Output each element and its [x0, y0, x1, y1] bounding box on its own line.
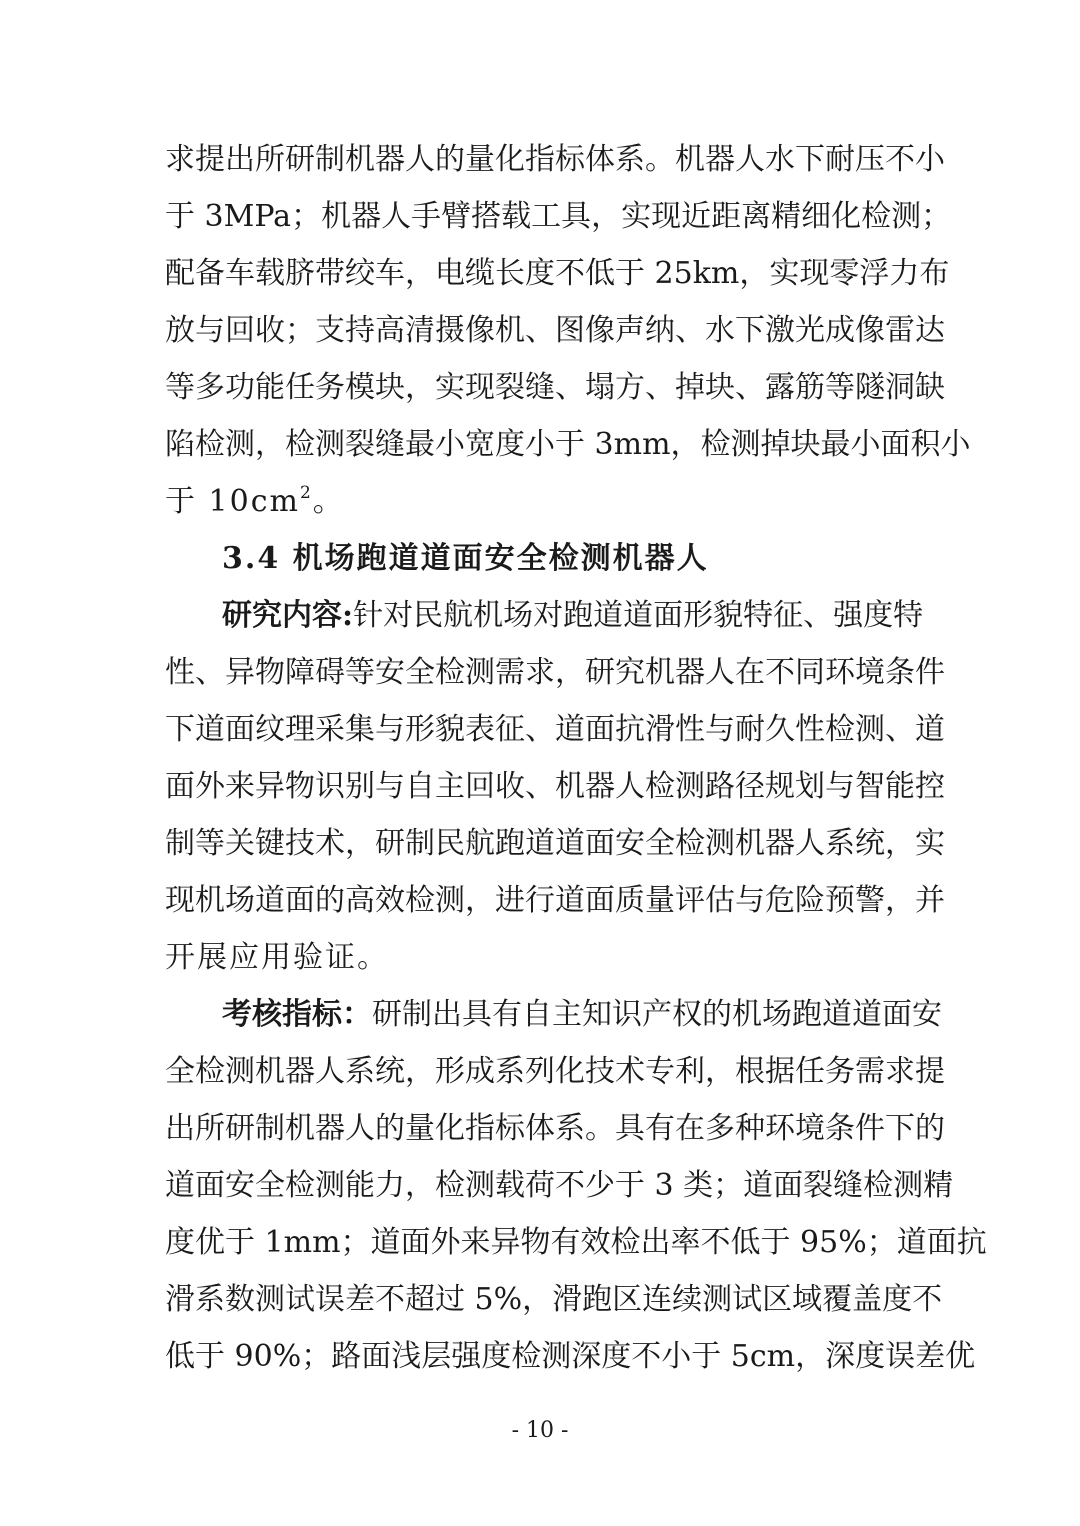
- paragraph-line: 性、异物障碍等安全检测需求，研究机器人在不同环境条件: [165, 655, 945, 690]
- page-number: - 10 -: [511, 1418, 569, 1443]
- paragraph-line: 配备车载脐带绞车，电缆长度不低于 25km，实现零浮力布: [165, 256, 950, 291]
- paragraph-line: 全检测机器人系统，形成系列化技术专利，根据任务需求提: [165, 1054, 945, 1089]
- paragraph-line: 下道面纹理采集与形貌表征、道面抗滑性与耐久性检测、道: [165, 712, 945, 747]
- paragraph-line: 道面安全检测能力，检测载荷不少于 3 类；道面裂缝检测精: [165, 1168, 954, 1203]
- paragraph-line-last: 开展应用验证。: [165, 940, 389, 975]
- paragraph-line: 滑系数测试误差不超过 5%，滑跑区连续测试区域覆盖度不: [165, 1282, 943, 1317]
- paragraph-text: 针对民航机场对跑道道面形貌特征、强度特: [353, 598, 924, 633]
- superscript-exponent: 2: [299, 483, 313, 503]
- paragraph-line: 低于 90%；路面浅层强度检测深度不小于 5cm，深度误差优: [165, 1339, 976, 1374]
- area-text: 于 10cm: [165, 484, 300, 519]
- section-heading: 3.4 机场跑道道面安全检测机器人: [222, 541, 709, 576]
- paragraph-line: 出所研制机器人的量化指标体系。具有在多种环境条件下的: [165, 1111, 945, 1146]
- paragraph-line-last: [165, 482, 917, 522]
- paragraph-line: 度优于 1mm；道面外来异物有效检出率不低于 95%；道面抗: [165, 1225, 987, 1260]
- paragraph-line: 陷检测，检测裂缝最小宽度小于 3mm，检测掉块最小面积小: [165, 427, 971, 462]
- paragraph-line-first: [222, 995, 942, 1035]
- paragraph-line: 求提出所研制机器人的量化指标体系。机器人水下耐压不小: [165, 142, 945, 177]
- paragraph-text: 研制出具有自主知识产权的机场跑道道面安: [372, 997, 942, 1032]
- paragraph-line: 面外来异物识别与自主回收、机器人检测路径规划与智能控: [165, 769, 945, 804]
- paragraph-label: 考核指标：: [222, 997, 372, 1032]
- paragraph-line-first: [222, 596, 924, 636]
- paragraph-label: 研究内容:: [222, 598, 354, 633]
- paragraph-line: 制等关键技术，研制民航跑道道面安全检测机器人系统，实: [165, 826, 945, 861]
- paragraph-line: 于 3MPa；机器人手臂搭载工具，实现近距离精细化检测；: [165, 199, 952, 234]
- paragraph-line: 等多功能任务模块，实现裂缝、塌方、掉块、露筋等隧洞缺: [165, 370, 945, 405]
- period-mark: 。: [312, 484, 345, 519]
- paragraph-line: 现机场道面的高效检测，进行道面质量评估与危险预警，并: [165, 883, 945, 918]
- paragraph-line: 放与回收；支持高清摄像机、图像声纳、水下激光成像雷达: [165, 313, 945, 348]
